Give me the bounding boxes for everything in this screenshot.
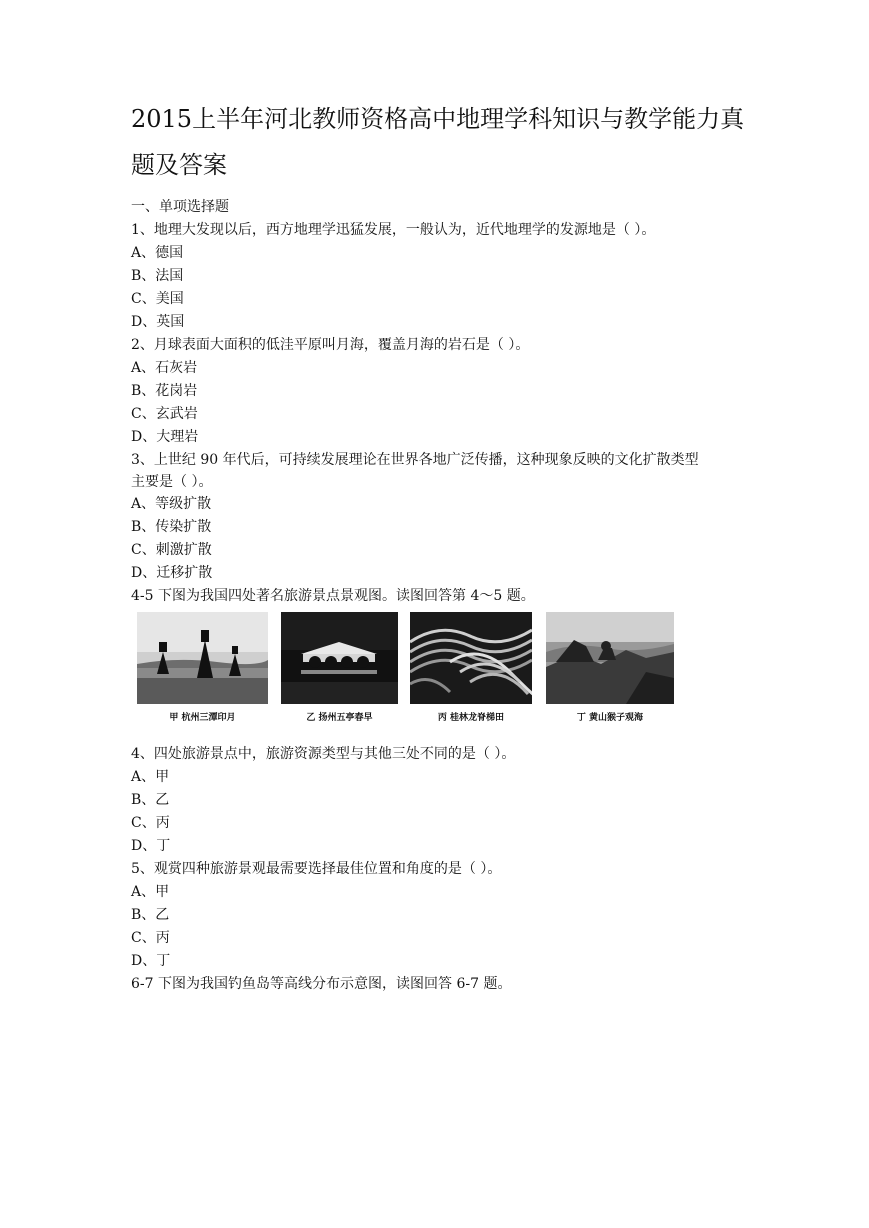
photo-2-caption: 乙 扬州五亭春早: [306, 713, 373, 723]
photo-4: [546, 612, 674, 730]
question-1-option-c: C、美国: [131, 291, 184, 307]
photo-4-caption: 丁 黄山猴子观海: [576, 713, 644, 723]
question-3-stem-line-1: 3、上世纪 90 年代后，可持续发展理论在世界各地广泛传播，这种现象反映的文化扩散类型: [131, 452, 699, 468]
question-1-stem: 1、地理大发现以后，西方地理学迅猛发展，一般认为，近代地理学的发源地是（ ）。: [131, 222, 656, 238]
question-5-option-a: A、甲: [131, 884, 170, 900]
photo-1-caption: 甲 杭州三潭印月: [169, 713, 236, 723]
question-3-option-a: A、等级扩散: [131, 496, 212, 512]
question-4-option-a: A、甲: [131, 769, 170, 785]
question-3-option-d: D、迁移扩散: [131, 565, 213, 581]
question-3-option-b: B、传染扩散: [131, 519, 212, 535]
title-line-1: 2015上半年河北教师资格高中地理学科知识与教学能力真: [131, 105, 745, 133]
question-2-option-c: C、玄武岩: [131, 406, 198, 422]
pagoda-lake-photo-icon: [137, 612, 268, 704]
question-4-option-c: C、丙: [131, 815, 170, 831]
question-3-stem-line-2: 主要是（ ）。: [131, 474, 213, 490]
terraced-fields-photo-icon: [410, 612, 532, 704]
questions-6-7-intro: 6-7 下图为我国钓鱼岛等高线分布示意图，读图回答 6-7 题。: [131, 976, 512, 992]
photo-3-caption: 丙 桂林龙脊梯田: [437, 713, 505, 723]
question-3-option-c: C、刺激扩散: [131, 542, 212, 558]
photo-2: [281, 612, 398, 730]
photo-3: [410, 612, 532, 730]
question-5-option-b: B、乙: [131, 907, 170, 923]
question-5-stem: 5、观赏四种旅游景观最需要选择最佳位置和角度的是（ ）。: [131, 861, 502, 877]
document-title: [131, 96, 751, 188]
question-2-stem: 2、月球表面大面积的低洼平原叫月海，覆盖月海的岩石是（ ）。: [131, 337, 530, 353]
question-2-option-a: A、石灰岩: [131, 360, 198, 376]
question-5-option-c: C、丙: [131, 930, 170, 946]
question-1-option-a: A、德国: [131, 245, 184, 261]
question-2-option-b: B、花岗岩: [131, 383, 198, 399]
questions-4-5-intro: 4-5 下图为我国四处著名旅游景点景观图。读图回答第 4～5 题。: [131, 588, 535, 604]
bridge-pavilion-photo-icon: [281, 612, 398, 704]
question-4-stem: 4、四处旅游景点中，旅游资源类型与其他三处不同的是（ ）。: [131, 746, 516, 762]
mountain-rock-photo-icon: [546, 612, 674, 704]
question-4-option-d: D、丁: [131, 838, 171, 854]
question-4-option-b: B、乙: [131, 792, 170, 808]
scenic-photos-strip: [137, 612, 677, 730]
question-5-option-d: D、丁: [131, 953, 171, 969]
question-1-option-d: D、英国: [131, 314, 185, 330]
question-1-option-b: B、法国: [131, 268, 184, 284]
section-heading: 一、单项选择题: [131, 199, 229, 215]
question-2-option-d: D、大理岩: [131, 429, 199, 445]
photo-1: [137, 612, 268, 730]
title-line-2: 题及答案: [131, 151, 227, 179]
